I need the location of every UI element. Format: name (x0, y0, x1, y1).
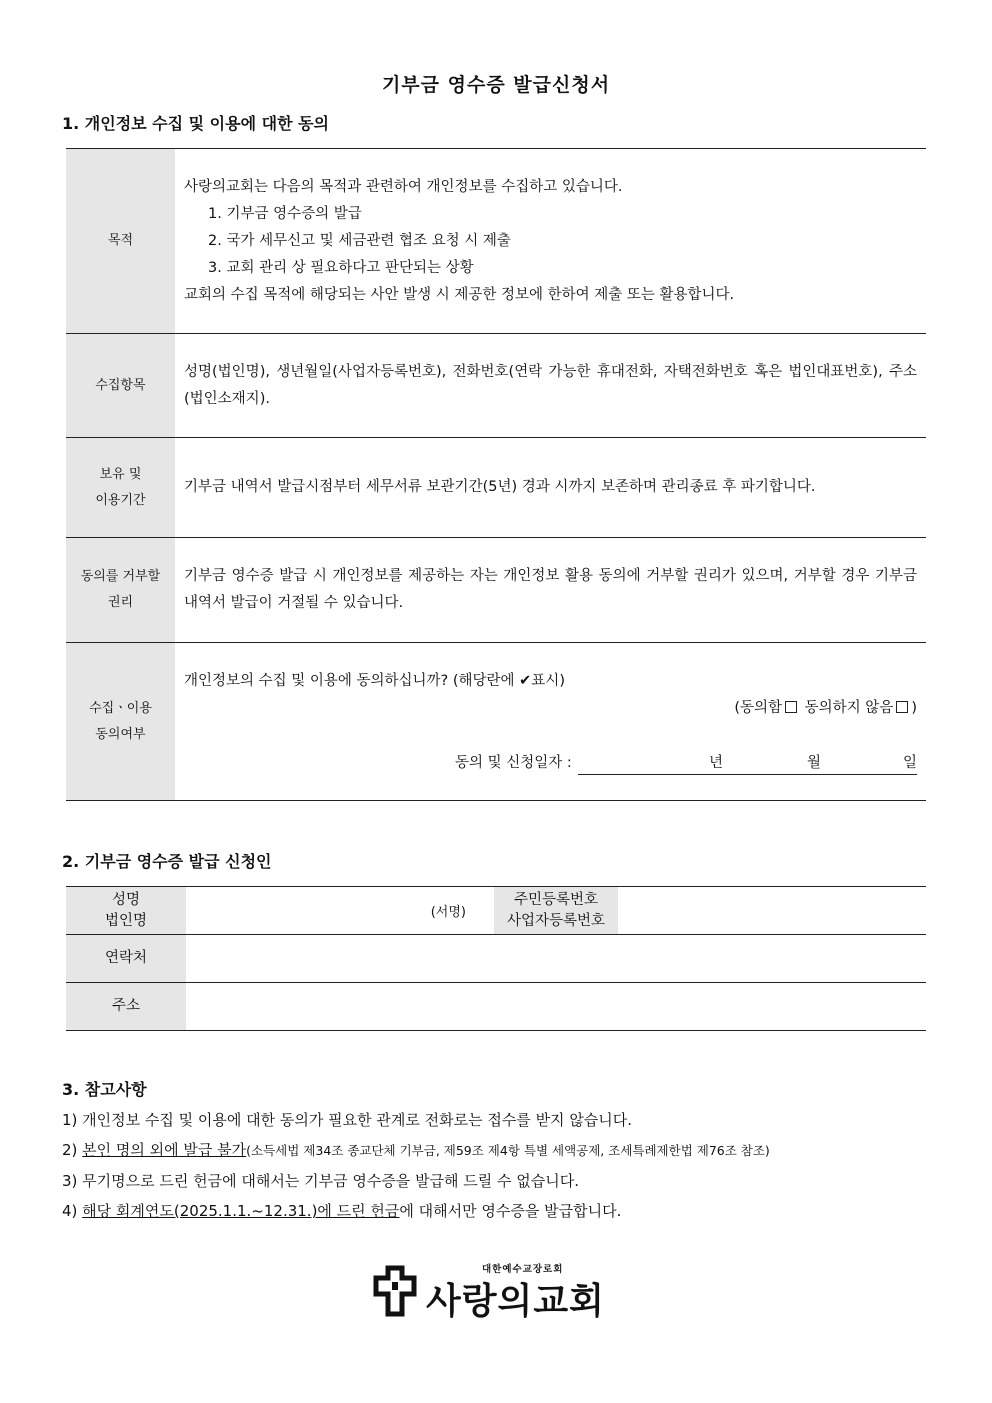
note-4-suffix: 에 대해서만 영수증을 발급합니다. (399, 1202, 622, 1220)
refusal-text: 기부금 영수증 발급 시 개인정보를 제공하는 자는 개인정보 활용 동의에 거부할 권리가 있으며, 거부할 경우 기부금 내역서 발급이 거절될 수 있습니다. (184, 568, 917, 611)
date-month-label: 월 (806, 755, 821, 771)
items-collected-label-text: 수집항목 (95, 377, 146, 393)
consent-table (66, 148, 926, 801)
retention-text: 기부금 내역서 발급시점부터 세무서류 보관기간(5년) 경과 시까지 보존하며 관리종료 후 파기합니다. (184, 479, 816, 495)
page-title: 기부금 영수증 발급신청서 (381, 74, 611, 96)
consent-label-line2: 동의여부 (95, 726, 146, 742)
consent-date-label: 동의 및 신청일자 : (455, 755, 572, 771)
retention-label (66, 438, 175, 537)
purpose-outro: 교회의 수집 목적에 해당되는 사안 발생 시 제공한 정보에 한하여 제출 또는 활용합니다. (184, 286, 735, 303)
purpose-item-3: 3. 교회 관리 상 필요하다고 판단되는 상황 (208, 259, 474, 276)
items-collected-label (66, 334, 175, 437)
refusal-label (66, 538, 175, 642)
note-4-prefix: 4) (62, 1202, 83, 1220)
sign-label: (서명) (430, 905, 466, 920)
applicant-contact-row (66, 935, 926, 983)
refusal-label-line1: 동의를 거부할 (80, 569, 161, 584)
retention-row (66, 438, 926, 538)
name-label-line1: 성명 (111, 891, 140, 908)
consent-date-field[interactable] (578, 752, 917, 775)
section1-title: 1. 개인정보 수집 및 이용에 대한 동의 (62, 114, 330, 133)
disagree-checkbox[interactable] (896, 701, 908, 713)
section2-title: 2. 기부금 영수증 발급 신청인 (62, 852, 272, 871)
consent-label-line1: 수집ㆍ이용 (89, 700, 152, 716)
consent-date-line (455, 750, 917, 777)
note-2-underlined: 본인 명의 외에 발급 불가 (82, 1141, 247, 1159)
purpose-item-1: 1. 기부금 영수증의 발급 (208, 205, 362, 222)
consent-row (66, 643, 926, 801)
applicant-name-row (66, 887, 926, 935)
consent-open-paren: ( (734, 700, 741, 716)
retention-label-line1: 보유 및 (99, 466, 142, 482)
section3-title: 3. 참고사항 (62, 1080, 147, 1099)
retention-label-line2: 이용기간 (95, 492, 146, 508)
note-4 (62, 1196, 770, 1226)
contact-label-text: 연락처 (104, 950, 148, 966)
note-2-reference: (소득세법 제34조 종교단체 기부금, 제59조 제4항 특별 세액공제, 조세특례제한법 제76조 참조) (246, 1143, 770, 1158)
id-label-line2: 사업자등록번호 (506, 912, 606, 929)
consent-label (66, 643, 175, 800)
purpose-label-text: 목적 (107, 233, 134, 248)
contact-field[interactable] (186, 935, 926, 982)
agree-label: 동의함 (740, 700, 783, 716)
applicant-table (66, 886, 926, 1031)
date-year-label: 년 (708, 755, 723, 771)
purpose-label (66, 149, 175, 333)
note-2 (62, 1135, 770, 1166)
note-2-prefix: 2) (62, 1141, 83, 1159)
note-4-underlined: 해당 회계연도(2025.1.1.~12.31.)에 드린 헌금 (82, 1202, 400, 1220)
consent-question: 개인정보의 수집 및 이용에 동의하십니까? (해당란에 ✔표시) (184, 673, 565, 689)
date-day-label: 일 (902, 755, 917, 771)
refusal-row (66, 538, 926, 643)
church-cross-logo-icon (372, 1264, 420, 1320)
address-label (66, 983, 186, 1030)
logo-name: 사랑의교회 (426, 1281, 605, 1322)
items-collected-content (175, 334, 926, 437)
name-label-line2: 법인명 (104, 912, 148, 929)
id-number-label (494, 887, 618, 934)
note-1: 1) 개인정보 수집 및 이용에 대한 동의가 필요한 관계로 전화로는 접수를 받지 않습니다. (62, 1111, 633, 1129)
applicant-address-row (66, 983, 926, 1031)
refusal-label-line2: 권리 (107, 595, 134, 610)
name-field[interactable] (186, 887, 494, 934)
items-collected-text: 성명(법인명), 생년월일(사업자등록번호), 전화번호(연락 가능한 휴대전화, 자택전화번호 혹은 법인대표번호), 주소(법인소재지). (184, 363, 917, 407)
agree-checkbox[interactable] (785, 701, 797, 713)
id-label-line1: 주민등록번호 (513, 891, 599, 908)
address-label-text: 주소 (111, 998, 140, 1014)
items-collected-row (66, 334, 926, 438)
id-number-field[interactable] (618, 887, 926, 934)
disagree-label: 동의하지 않음 (804, 700, 894, 716)
purpose-row (66, 149, 926, 334)
contact-label (66, 935, 186, 982)
address-field[interactable] (186, 983, 926, 1030)
note-3: 3) 무기명으로 드린 헌금에 대해서는 기부금 영수증을 발급해 드릴 수 없습니다. (62, 1172, 580, 1190)
consent-close-paren: ) (911, 700, 917, 716)
church-logo (372, 1258, 632, 1328)
consent-content (175, 643, 926, 800)
refusal-content (175, 538, 926, 642)
logo-subtitle: 대한예수교장로회 (482, 1264, 564, 1275)
name-label (66, 887, 186, 934)
notes-list (62, 1105, 770, 1226)
purpose-content (175, 149, 926, 333)
consent-options (184, 695, 917, 722)
purpose-intro: 사랑의교회는 다음의 목적과 관련하여 개인정보를 수집하고 있습니다. (184, 178, 623, 195)
purpose-item-2: 2. 국가 세무신고 및 세금관련 협조 요청 시 제출 (208, 232, 511, 249)
retention-content (175, 438, 926, 537)
